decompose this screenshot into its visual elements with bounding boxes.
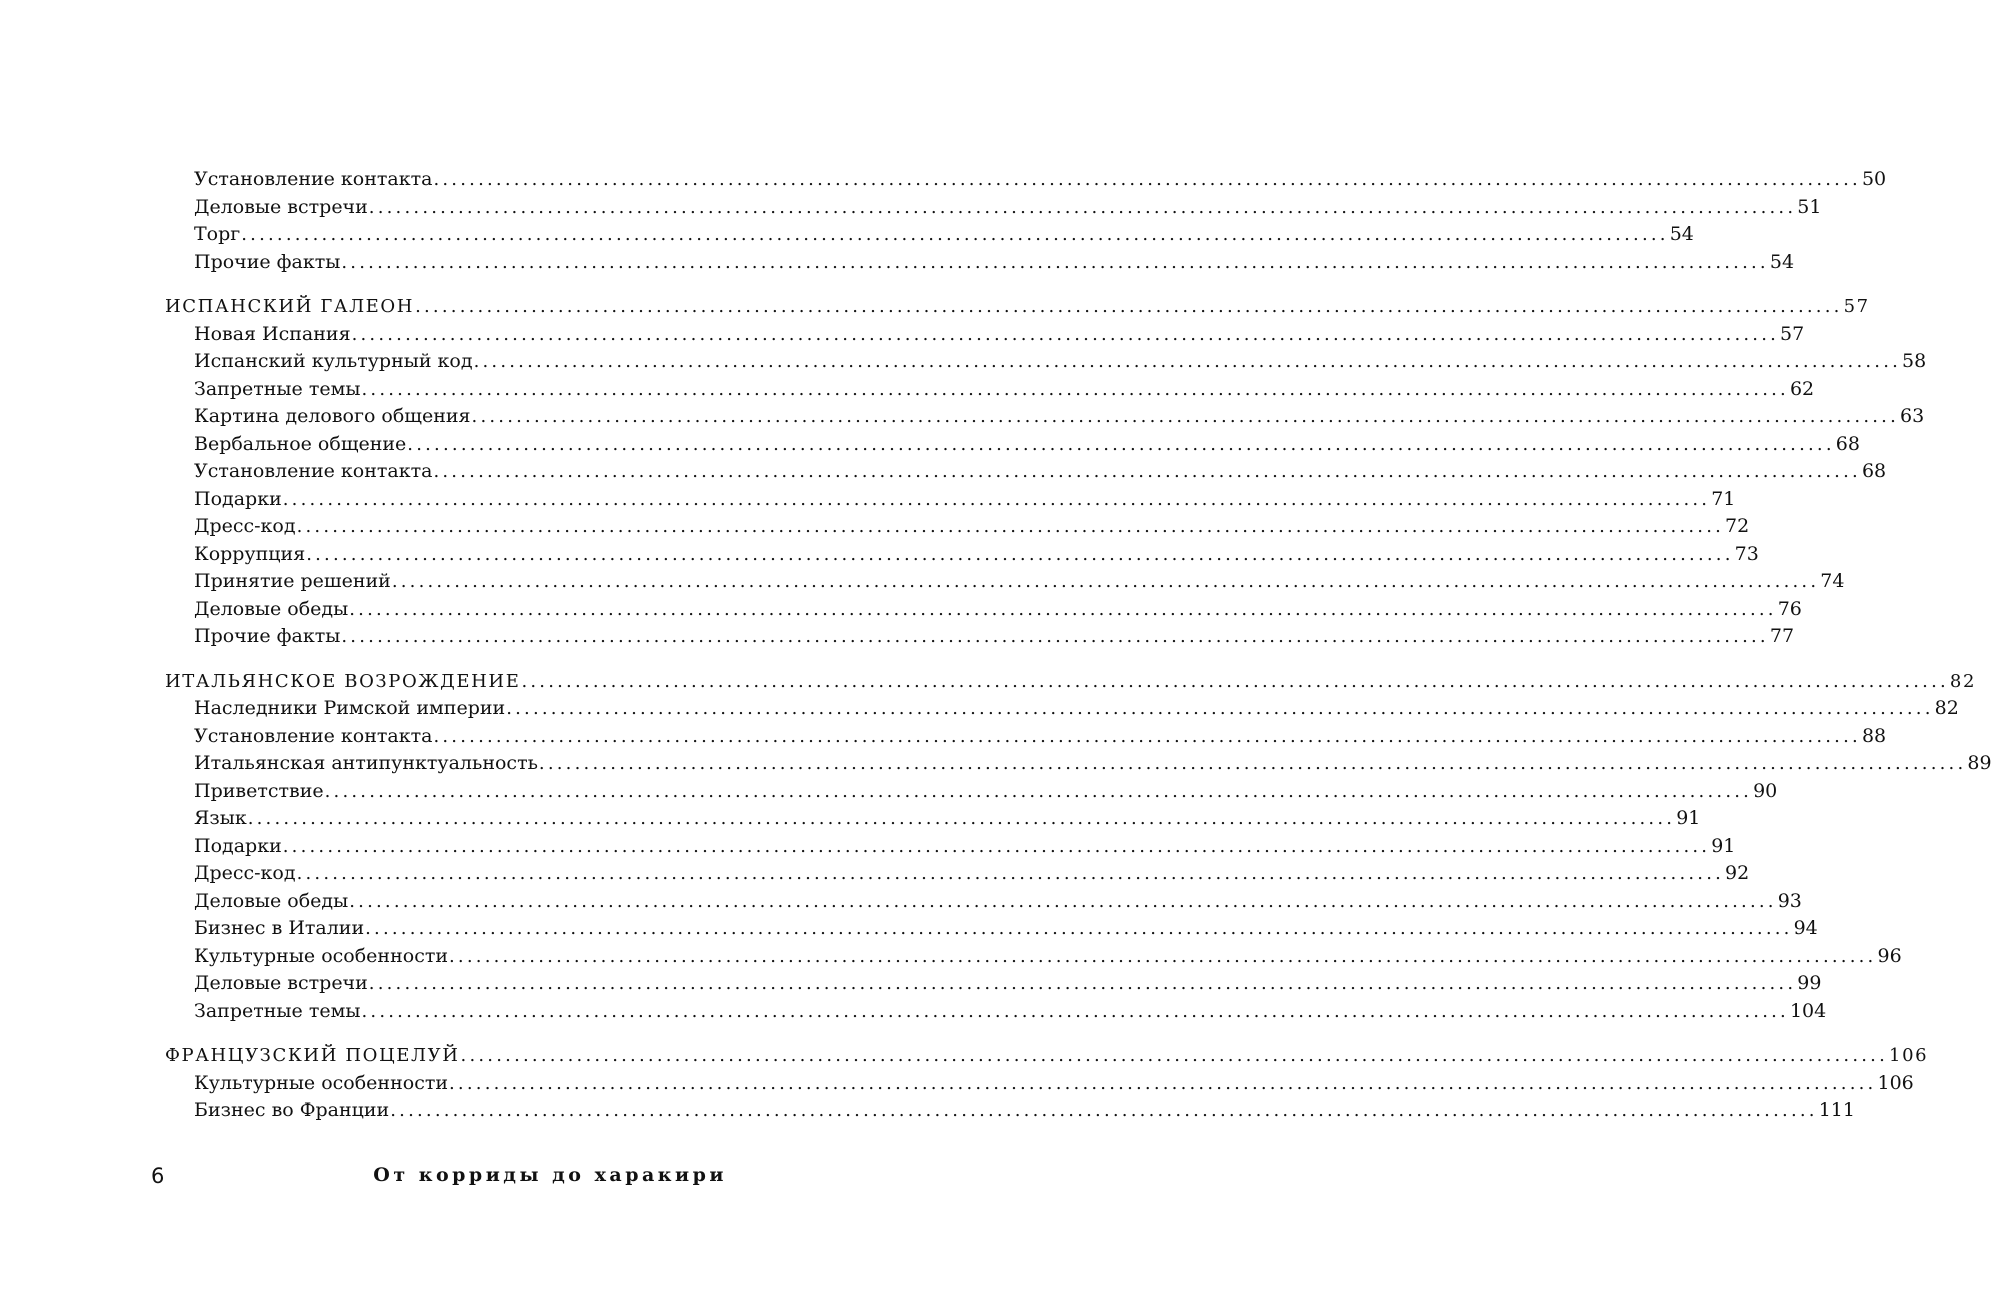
toc-entry[interactable]: [165, 458, 1887, 486]
dot-leader: ................................................................................................................................................................: [341, 626, 1769, 647]
entry-title: Вербальное общение: [194, 432, 407, 455]
page-ref: 106: [1877, 1071, 1914, 1094]
dot-leader: ................................................................................................................................................................: [521, 670, 1949, 692]
dot-leader: ................................................................................................................................................................: [407, 433, 1835, 455]
page-ref: 76: [1777, 597, 1802, 620]
entry-title: Принятие решений: [194, 570, 391, 592]
page-ref: 104: [1789, 999, 1827, 1022]
toc-entry[interactable]: [165, 568, 1845, 596]
entry-title: Бизнес во Франции: [194, 1099, 390, 1121]
entry-title: Деловые обеды: [194, 889, 349, 912]
toc-section: [165, 166, 1887, 276]
page-ref: 58: [1902, 350, 1927, 372]
entry-title: Дресс-код: [194, 862, 296, 884]
dot-leader: ................................................................................................................................................................: [306, 543, 1734, 565]
entry-title: Установление контакта: [194, 460, 433, 482]
page-ref: 54: [1769, 250, 1795, 273]
dot-leader: ................................................................................................................................................................: [473, 351, 1902, 372]
toc-entry[interactable]: [165, 915, 1818, 943]
dot-leader: ................................................................................................................................................................: [282, 835, 1711, 857]
page-ref: 62: [1789, 377, 1815, 400]
page-ref: 71: [1711, 487, 1736, 510]
entry-title: Итальянская антипунктуальность: [194, 752, 538, 774]
dot-leader: ................................................................................................................................................................: [538, 753, 1967, 774]
page-ref: 91: [1711, 834, 1736, 857]
page-ref: 111: [1818, 1099, 1855, 1121]
page-ref: 57: [1843, 296, 1870, 317]
dot-leader: ................................................................................................................................................................: [247, 808, 1676, 829]
toc-entry[interactable]: [165, 403, 1925, 431]
toc-entry[interactable]: [165, 486, 1736, 514]
table-of-contents: [165, 166, 1992, 1142]
toc-entry[interactable]: [165, 998, 1827, 1026]
section-title: ФРАНЦУЗСКИЙ ПОЦЕЛУЙ: [165, 1045, 460, 1066]
entry-title: Новая Испания: [194, 322, 351, 345]
toc-entry[interactable]: [165, 695, 1959, 723]
toc-entry[interactable]: [165, 513, 1750, 541]
page-ref: 57: [1780, 322, 1805, 345]
entry-title: Наследники Римской империи: [194, 697, 506, 719]
page-number: 6: [151, 1164, 165, 1188]
page-ref: 96: [1877, 944, 1902, 967]
entry-title: Испанский культурный код: [194, 350, 473, 372]
page-ref: 63: [1900, 405, 1925, 427]
page-ref: 77: [1769, 625, 1795, 647]
page-ref: 90: [1753, 779, 1778, 802]
entry-title: Установление контакта: [194, 168, 433, 190]
toc-entry[interactable]: [165, 943, 1902, 971]
page-ref: 106: [1889, 1045, 1929, 1066]
entry-title: Подарки: [194, 487, 282, 510]
entry-title: Коррупция: [194, 542, 306, 565]
toc-entry[interactable]: [165, 431, 1860, 459]
dot-leader: ................................................................................................................................................................: [471, 406, 1899, 427]
entry-title: Язык: [194, 807, 247, 829]
entry-title: Запретные темы: [194, 999, 361, 1022]
entry-title: Деловые обеды: [194, 597, 349, 620]
dot-leader: ................................................................................................................................................................: [282, 488, 1711, 510]
entry-title: Деловые встречи: [194, 195, 368, 218]
toc-entry[interactable]: [165, 833, 1736, 861]
toc-entry[interactable]: [165, 249, 1795, 277]
page-ref: 94: [1793, 917, 1818, 939]
page-ref: 99: [1797, 972, 1822, 994]
section-title: ИСПАНСКИЙ ГАЛЕОН: [165, 296, 415, 317]
toc-entry[interactable]: [165, 778, 1778, 806]
dot-leader: ................................................................................................................................................................: [361, 378, 1789, 400]
entry-title: Деловые встречи: [194, 972, 368, 994]
section-heading[interactable]: [165, 668, 1977, 696]
entry-title: Установление контакта: [194, 724, 433, 747]
page-ref: 68: [1861, 460, 1887, 482]
toc-entry[interactable]: [165, 541, 1759, 569]
page-ref: 89: [1967, 752, 1992, 774]
section-title: ИТАЛЬЯНСКОЕ ВОЗРОЖДЕНИЕ: [165, 670, 521, 692]
toc-entry[interactable]: [165, 723, 1887, 751]
toc-entry[interactable]: [165, 805, 1701, 833]
entry-title: Дресс-код: [194, 515, 296, 537]
toc-section: [165, 1042, 1929, 1125]
toc-section: [165, 293, 1927, 651]
toc-entry[interactable]: [165, 888, 1802, 916]
entry-title: Подарки: [194, 834, 282, 857]
entry-title: Бизнес в Италии: [194, 917, 365, 939]
toc-entry[interactable]: [165, 348, 1927, 376]
toc-entry[interactable]: [165, 623, 1795, 651]
toc-entry[interactable]: [165, 860, 1750, 888]
dot-leader: ................................................................................................................................................................: [433, 461, 1861, 482]
toc-entry[interactable]: [165, 194, 1822, 222]
entry-title: Приветствие: [194, 779, 324, 802]
toc-entry[interactable]: [165, 1070, 1914, 1098]
toc-entry[interactable]: [165, 166, 1887, 194]
entry-title: Торг: [194, 223, 241, 245]
toc-entry[interactable]: [165, 1097, 1855, 1125]
page-ref: 72: [1725, 515, 1750, 537]
page-ref: 68: [1835, 432, 1860, 455]
toc-entry[interactable]: [165, 321, 1805, 349]
dot-leader: ................................................................................................................................................................: [460, 1045, 1889, 1066]
running-title: От корриды до харакири: [373, 1164, 727, 1186]
page-ref: 92: [1725, 862, 1750, 884]
dot-leader: ................................................................................................................................................................: [506, 698, 1934, 719]
section-heading[interactable]: [165, 293, 1870, 321]
dot-leader: ................................................................................................................................................................: [351, 323, 1780, 345]
entry-title: Картина делового общения: [194, 405, 471, 427]
toc-section: [165, 668, 1992, 1026]
page-ref: 73: [1734, 542, 1759, 565]
entry-title: Культурные особенности: [194, 944, 449, 967]
dot-leader: ................................................................................................................................................................: [365, 918, 1793, 939]
dot-leader: ................................................................................................................................................................: [361, 1000, 1789, 1022]
page-ref: 54: [1669, 223, 1694, 245]
dot-leader: ................................................................................................................................................................: [324, 780, 1753, 802]
dot-leader: ................................................................................................................................................................: [341, 251, 1769, 273]
page-ref: 88: [1861, 724, 1887, 747]
page-ref: 51: [1797, 195, 1822, 218]
dot-leader: ................................................................................................................................................................: [349, 598, 1777, 620]
dot-leader: ................................................................................................................................................................: [449, 945, 1877, 967]
dot-leader: ................................................................................................................................................................: [415, 296, 1843, 317]
toc-entry[interactable]: [165, 970, 1822, 998]
dot-leader: ................................................................................................................................................................: [296, 516, 1725, 537]
dot-leader: ................................................................................................................................................................: [433, 169, 1861, 190]
dot-leader: ................................................................................................................................................................: [296, 863, 1725, 884]
page-ref: 50: [1861, 168, 1887, 190]
toc-entry[interactable]: [165, 221, 1694, 249]
dot-leader: ................................................................................................................................................................: [241, 224, 1669, 245]
dot-leader: ................................................................................................................................................................: [368, 196, 1797, 218]
dot-leader: ................................................................................................................................................................: [368, 973, 1797, 994]
toc-entry[interactable]: [165, 750, 1992, 778]
section-heading[interactable]: [165, 1042, 1929, 1070]
page-ref: 91: [1676, 807, 1701, 829]
dot-leader: ................................................................................................................................................................: [349, 890, 1777, 912]
dot-leader: ................................................................................................................................................................: [433, 725, 1861, 747]
entry-title: Запретные темы: [194, 377, 361, 400]
entry-title: Культурные особенности: [194, 1071, 449, 1094]
page-ref: 93: [1777, 889, 1802, 912]
dot-leader: ................................................................................................................................................................: [390, 1100, 1818, 1121]
dot-leader: ................................................................................................................................................................: [391, 571, 1820, 592]
page-ref: 74: [1820, 570, 1845, 592]
entry-title: Прочие факты: [194, 250, 341, 273]
page-ref: 82: [1934, 697, 1959, 719]
dot-leader: ................................................................................................................................................................: [449, 1072, 1877, 1094]
entry-title: Прочие факты: [194, 625, 341, 647]
toc-entry[interactable]: [165, 596, 1802, 624]
page-ref: 82: [1949, 670, 1977, 692]
toc-entry[interactable]: [165, 376, 1815, 404]
